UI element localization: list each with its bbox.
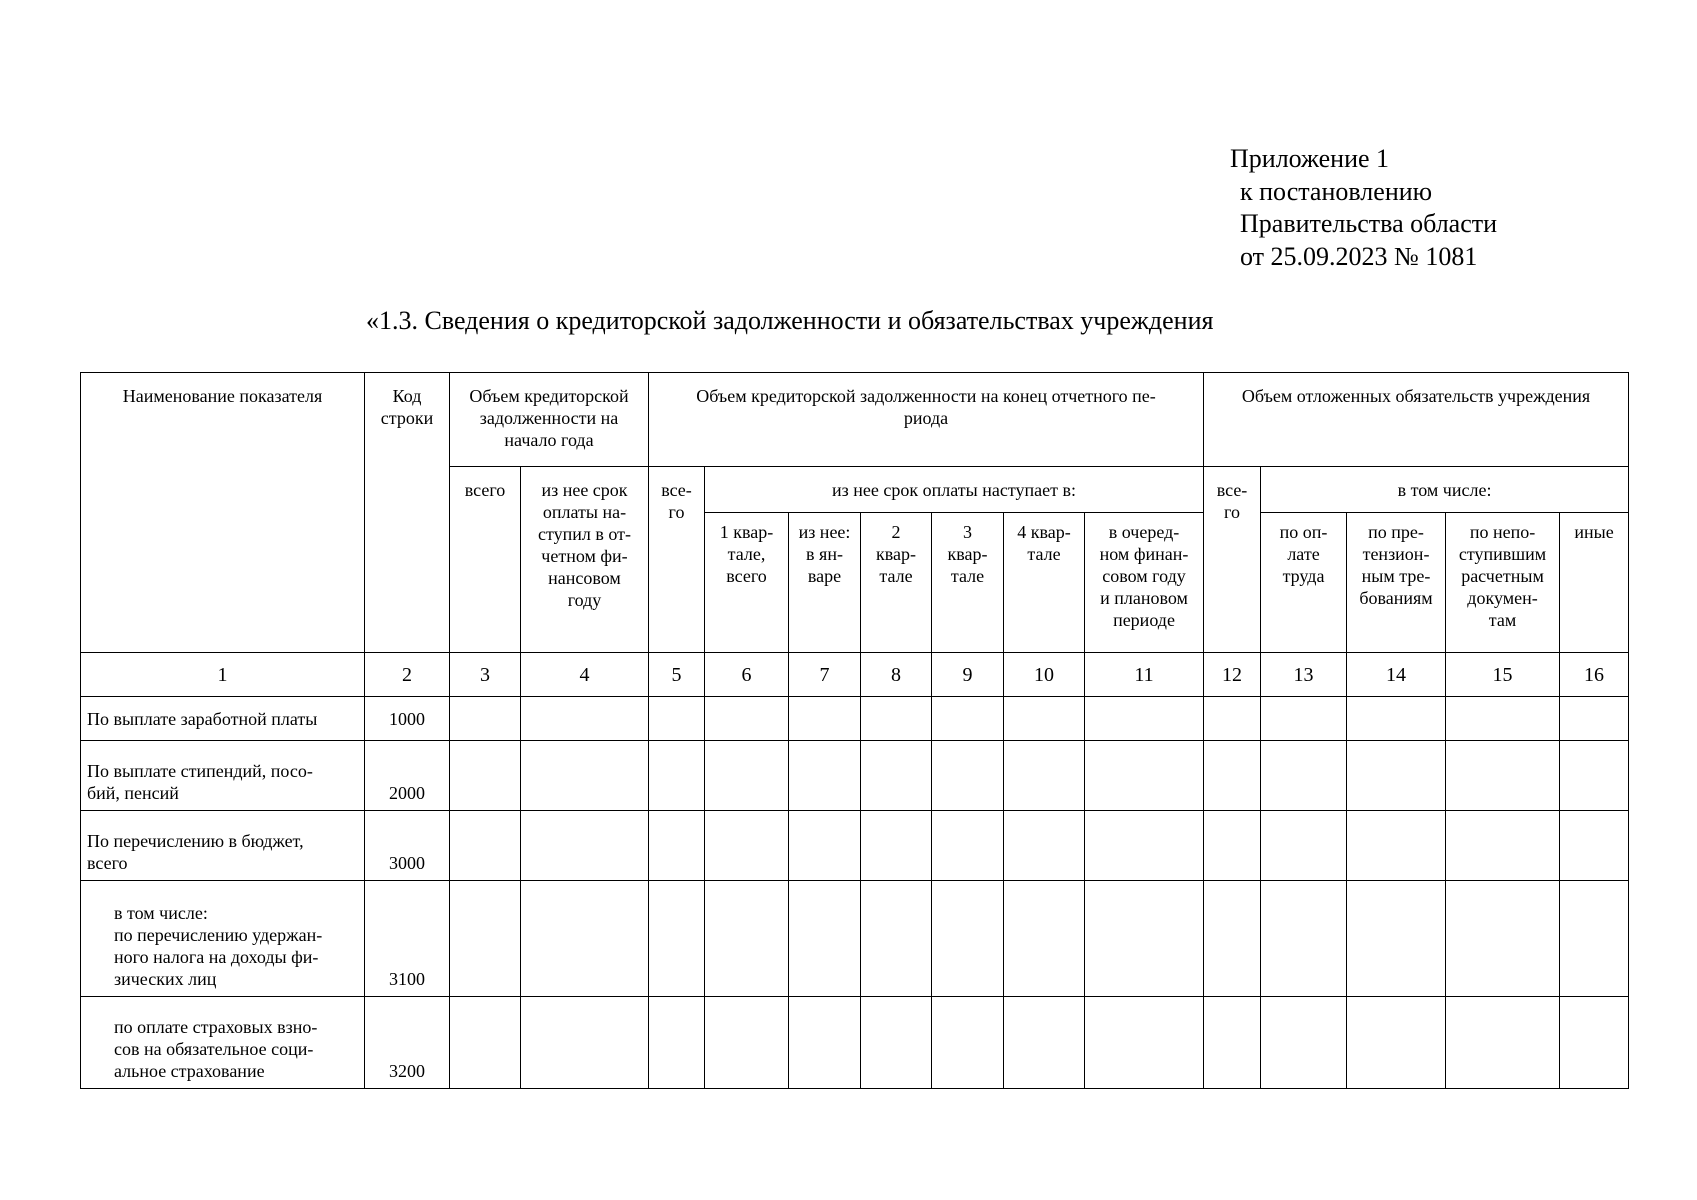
value-cell[interactable]: [932, 697, 1004, 741]
value-cell[interactable]: [1446, 811, 1560, 881]
value-cell[interactable]: [789, 997, 861, 1089]
header-q1-total: 1 квар- тале, всего: [705, 513, 789, 653]
column-number: 3: [450, 653, 521, 697]
header-claims: по пре- тензион- ным тре- бованиям: [1347, 513, 1446, 653]
value-cell[interactable]: [705, 997, 789, 1089]
value-cell[interactable]: [861, 811, 932, 881]
value-cell[interactable]: [450, 811, 521, 881]
value-cell[interactable]: [1085, 697, 1204, 741]
table-row: [81, 697, 1629, 741]
value-cell[interactable]: [1204, 997, 1261, 1089]
value-cell[interactable]: [1560, 811, 1629, 881]
creditor-debt-table: [80, 372, 1629, 1089]
value-cell[interactable]: [1085, 881, 1204, 997]
appendix-line-1: Приложение 1: [1230, 144, 1390, 173]
value-cell[interactable]: [932, 741, 1004, 811]
table-row: [81, 997, 1629, 1089]
value-cell[interactable]: [1560, 697, 1629, 741]
value-cell[interactable]: [1347, 881, 1446, 997]
header-end-total: все- го: [649, 467, 705, 653]
header-begin-total: всего: [450, 467, 521, 653]
appendix-line-2: к постановлению: [1240, 176, 1433, 206]
header-deferred-obligations: Объем отложенных обязательств учреждения: [1204, 373, 1629, 467]
value-cell[interactable]: [1560, 881, 1629, 997]
header-wages: по оп- лате труда: [1261, 513, 1347, 653]
value-cell[interactable]: [705, 741, 789, 811]
column-number: 8: [861, 653, 932, 697]
column-number: 5: [649, 653, 705, 697]
table-row: [81, 811, 1629, 881]
row-code: 3200: [365, 997, 450, 1089]
value-cell[interactable]: [1085, 741, 1204, 811]
value-cell[interactable]: [649, 697, 705, 741]
column-number: 14: [1347, 653, 1446, 697]
value-cell[interactable]: [789, 811, 861, 881]
value-cell[interactable]: [932, 881, 1004, 997]
value-cell[interactable]: [705, 811, 789, 881]
value-cell[interactable]: [521, 881, 649, 997]
header-unreceived-documents: по непо- ступившим расчетным докумен- там: [1446, 513, 1560, 653]
value-cell[interactable]: [450, 881, 521, 997]
row-label: По выплате заработной платы: [81, 697, 365, 741]
column-number: 2: [365, 653, 450, 697]
column-number: 13: [1261, 653, 1347, 697]
value-cell[interactable]: [649, 997, 705, 1089]
value-cell[interactable]: [1261, 697, 1347, 741]
value-cell[interactable]: [932, 997, 1004, 1089]
column-number: 9: [932, 653, 1004, 697]
value-cell[interactable]: [1204, 811, 1261, 881]
value-cell[interactable]: [1004, 741, 1085, 811]
row-code: 3000: [365, 811, 450, 881]
row-label: в том числе: по перечислению удержан- ного налога на доходы фи- зических лиц: [81, 881, 365, 997]
value-cell[interactable]: [450, 697, 521, 741]
value-cell[interactable]: [649, 811, 705, 881]
value-cell[interactable]: [1560, 741, 1629, 811]
value-cell[interactable]: [1261, 997, 1347, 1089]
value-cell[interactable]: [789, 697, 861, 741]
value-cell[interactable]: [1446, 997, 1560, 1089]
value-cell[interactable]: [1204, 881, 1261, 997]
column-number: 1: [81, 653, 365, 697]
value-cell[interactable]: [1085, 997, 1204, 1089]
header-line-code: Код строки: [365, 373, 450, 653]
value-cell[interactable]: [1204, 697, 1261, 741]
table-row: [81, 741, 1629, 811]
value-cell[interactable]: [789, 881, 861, 997]
value-cell[interactable]: [1560, 997, 1629, 1089]
row-label: По перечислению в бюджет, всего: [81, 811, 365, 881]
value-cell[interactable]: [521, 811, 649, 881]
header-q2: 2 квар- тале: [861, 513, 932, 653]
row-code: 2000: [365, 741, 450, 811]
value-cell[interactable]: [1004, 997, 1085, 1089]
value-cell[interactable]: [1261, 811, 1347, 881]
header-deferred-total: все- го: [1204, 467, 1261, 653]
header-next-period: в очеред- ном финан- совом году и плановом периоде: [1085, 513, 1204, 653]
header-row-1: [81, 373, 1629, 467]
value-cell[interactable]: [1347, 741, 1446, 811]
value-cell[interactable]: [1004, 881, 1085, 997]
value-cell[interactable]: [649, 741, 705, 811]
column-numbers-row: [81, 653, 1629, 697]
value-cell[interactable]: [1204, 741, 1261, 811]
row-label: по оплате страховых взно- сов на обязательное соци- альное страхование: [81, 997, 365, 1089]
header-end-volume: Объем кредиторской задолженности на конец отчетного пе- риода: [649, 373, 1204, 467]
value-cell[interactable]: [1261, 881, 1347, 997]
value-cell[interactable]: [789, 741, 861, 811]
value-cell[interactable]: [1446, 741, 1560, 811]
table-row: [81, 881, 1629, 997]
header-indicator-name: Наименование показателя: [81, 373, 365, 653]
value-cell[interactable]: [521, 697, 649, 741]
value-cell[interactable]: [705, 881, 789, 997]
header-q4: 4 квар- тале: [1004, 513, 1085, 653]
appendix-line-3: Правительства области: [1240, 209, 1498, 238]
column-number: 11: [1085, 653, 1204, 697]
document-title: «1.3. Сведения о кредиторской задолженности и обязательствах учреждения: [366, 306, 1214, 335]
header-due-in: из нее срок оплаты наступает в:: [705, 467, 1204, 513]
row-code: 1000: [365, 697, 450, 741]
header-q3: 3 квар- тале: [932, 513, 1004, 653]
column-number: 16: [1560, 653, 1629, 697]
value-cell[interactable]: [1085, 811, 1204, 881]
column-number: 7: [789, 653, 861, 697]
value-cell[interactable]: [1347, 997, 1446, 1089]
value-cell[interactable]: [649, 881, 705, 997]
header-begin-overdue: из нее срок оплаты на- ступил в от- четном фи- нансовом году: [521, 467, 649, 653]
value-cell[interactable]: [1347, 697, 1446, 741]
header-begin-volume: Объем кредиторской задолженности на начало года: [450, 373, 649, 467]
column-number: 4: [521, 653, 649, 697]
column-number: 10: [1004, 653, 1085, 697]
value-cell[interactable]: [450, 997, 521, 1089]
value-cell[interactable]: [861, 881, 932, 997]
value-cell[interactable]: [932, 811, 1004, 881]
appendix-line-4: от 25.09.2023 № 1081: [1240, 241, 1478, 271]
value-cell[interactable]: [1004, 697, 1085, 741]
value-cell[interactable]: [1004, 811, 1085, 881]
value-cell[interactable]: [521, 997, 649, 1089]
value-cell[interactable]: [1347, 811, 1446, 881]
value-cell[interactable]: [1446, 881, 1560, 997]
appendix-block: [1230, 143, 1497, 273]
value-cell[interactable]: [861, 741, 932, 811]
column-number: 6: [705, 653, 789, 697]
column-number: 15: [1446, 653, 1560, 697]
value-cell[interactable]: [1446, 697, 1560, 741]
row-code: 3100: [365, 881, 450, 997]
header-other: иные: [1560, 513, 1629, 653]
value-cell[interactable]: [861, 697, 932, 741]
header-including: в том числе:: [1261, 467, 1629, 513]
value-cell[interactable]: [861, 997, 932, 1089]
value-cell[interactable]: [521, 741, 649, 811]
value-cell[interactable]: [1261, 741, 1347, 811]
value-cell[interactable]: [450, 741, 521, 811]
value-cell[interactable]: [705, 697, 789, 741]
column-number: 12: [1204, 653, 1261, 697]
row-label: По выплате стипендий, посо- бий, пенсий: [81, 741, 365, 811]
header-january: из нее: в ян- варе: [789, 513, 861, 653]
